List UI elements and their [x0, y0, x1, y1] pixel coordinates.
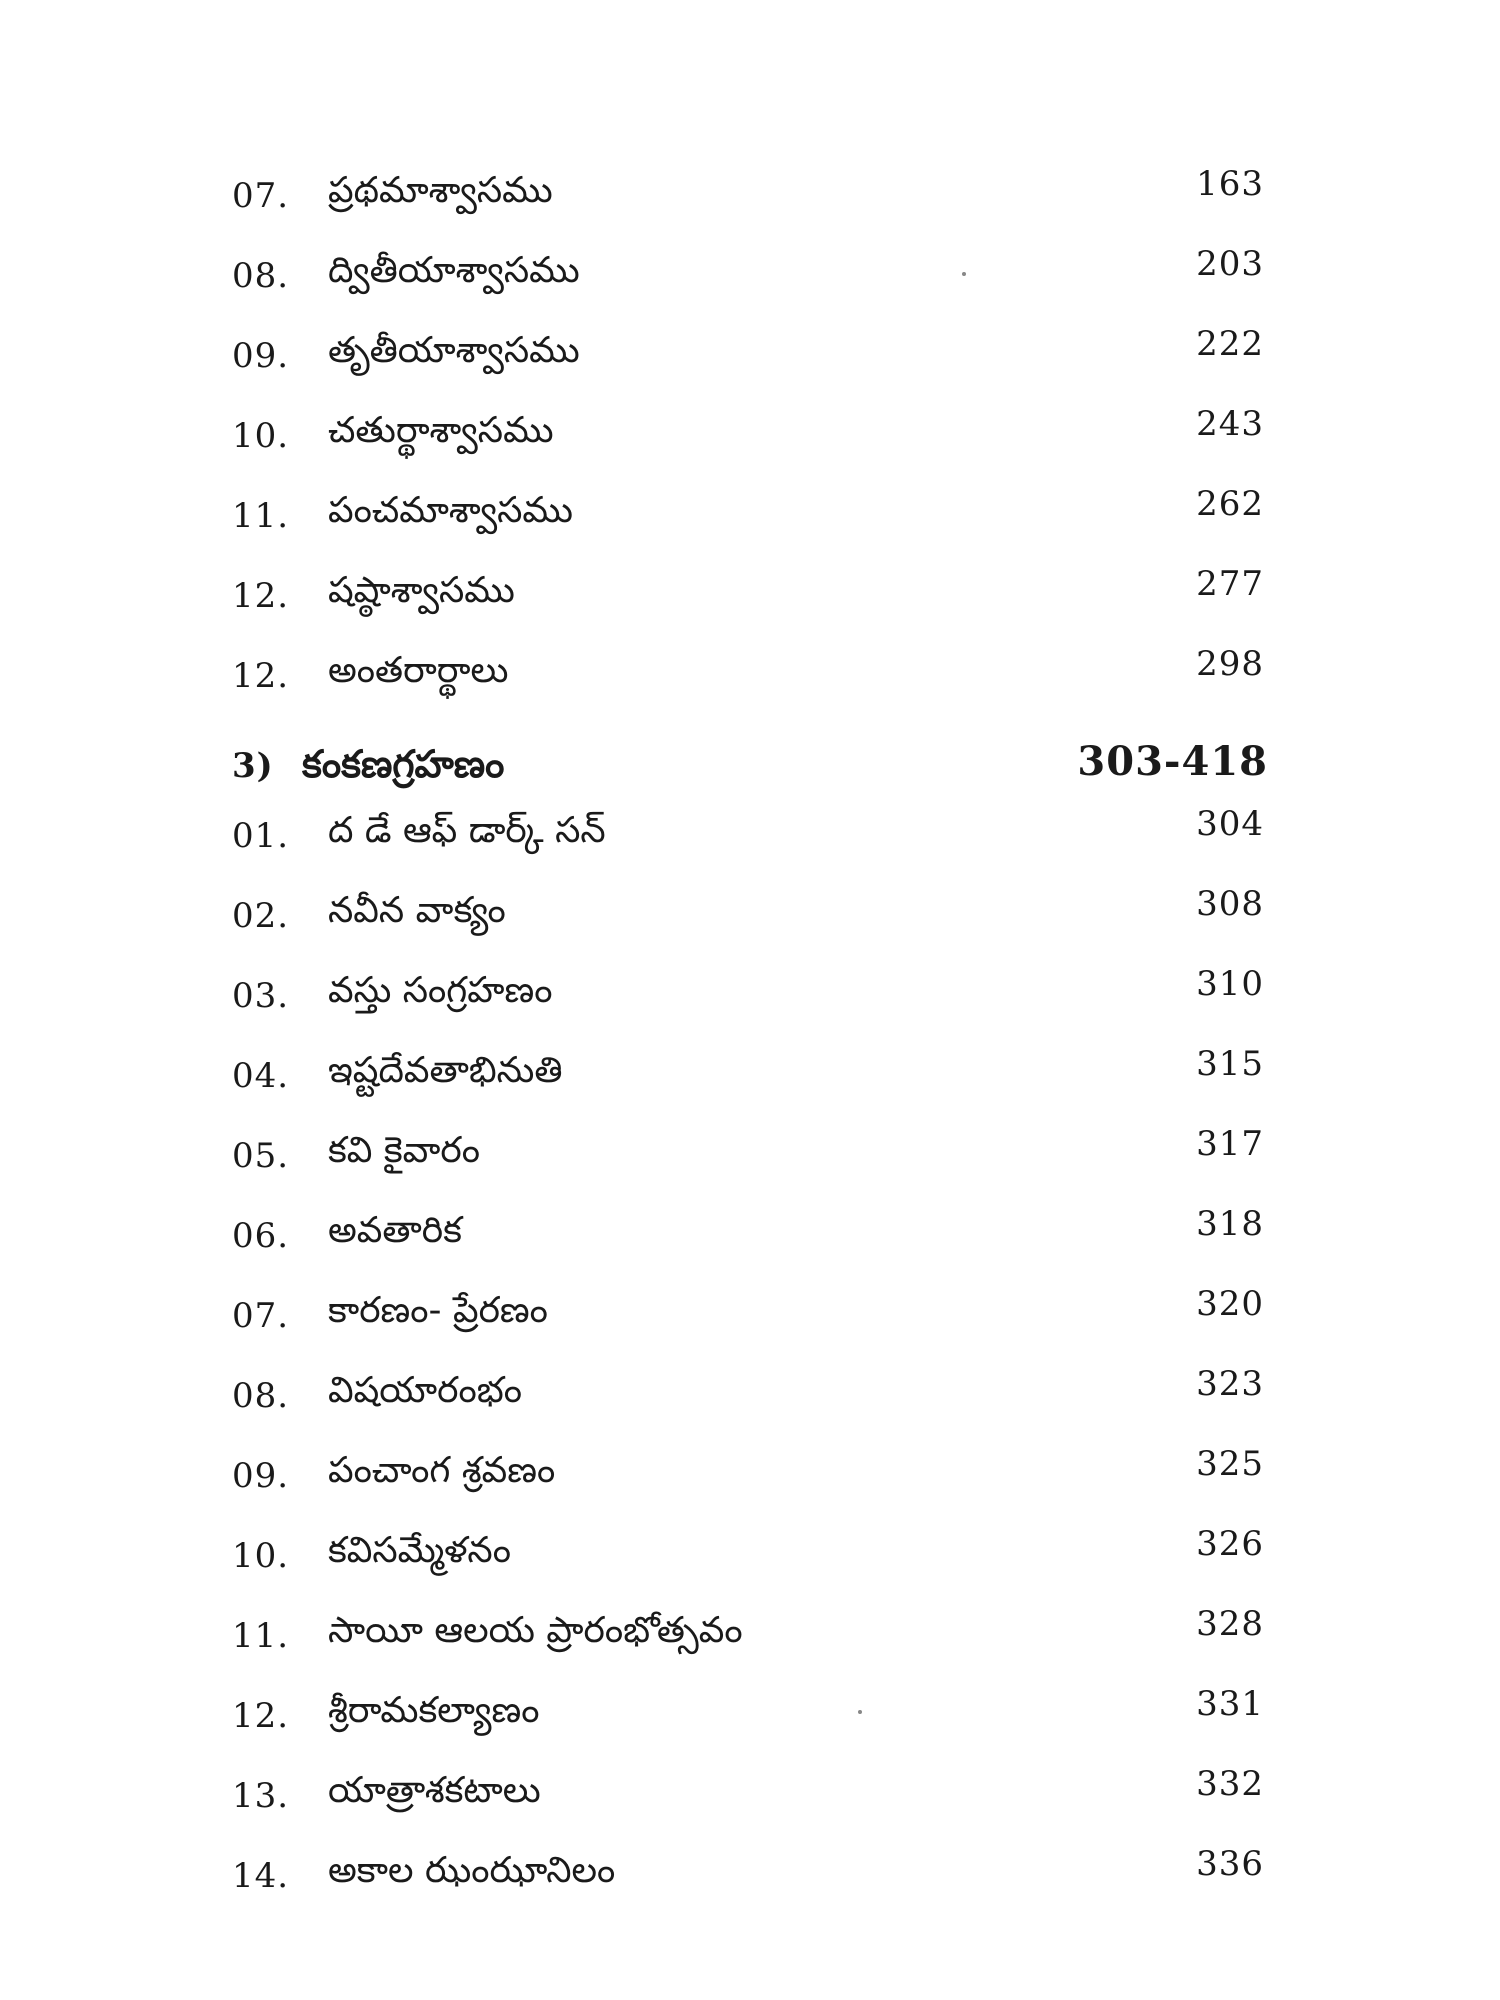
entry-title: ఇష్టదేవతాభినుతి [328, 1050, 563, 1091]
toc-entry [232, 160, 1272, 240]
entry-title: అంతరార్థాలు [328, 650, 509, 691]
entry-number: 09. [232, 336, 290, 376]
table-of-contents [232, 160, 1272, 1920]
entry-number: 12. [232, 1696, 290, 1736]
entry-number: 02. [232, 896, 290, 936]
entry-page: 325 [1196, 1444, 1264, 1484]
entry-title: సాయీ ఆలయ ప్రారంభోత్సవం [328, 1610, 743, 1651]
entry-page: 243 [1196, 404, 1264, 444]
toc-entry [232, 1280, 1272, 1360]
entry-number: 07. [232, 1296, 290, 1336]
entry-title: తృతీయాశ్వాసము [328, 330, 580, 371]
entry-number: 04. [232, 1056, 290, 1096]
entry-title: విషయారంభం [328, 1370, 522, 1411]
entry-title: పంచమాశ్వాసము [328, 490, 573, 531]
toc-entry [232, 1200, 1272, 1280]
entry-page: 304 [1196, 804, 1264, 844]
entry-number: 10. [232, 1536, 290, 1576]
entry-page: 331 [1196, 1684, 1264, 1724]
toc-entry [232, 1360, 1272, 1440]
entry-title: ద్వితీయాశ్వాసము [328, 250, 580, 291]
toc-entry [232, 960, 1272, 1040]
toc-entry [232, 1840, 1272, 1920]
scan-speck [858, 1710, 862, 1714]
entry-number: 14. [232, 1856, 290, 1896]
entry-number: 08. [232, 1376, 290, 1416]
entry-page: 203 [1196, 244, 1264, 284]
entry-number: 05. [232, 1136, 290, 1176]
entry-title: చతుర్థాశ్వాసము [328, 410, 554, 451]
toc-entry [232, 1520, 1272, 1600]
entry-number: 13. [232, 1776, 290, 1816]
entry-title: ప్రథమాశ్వాసము [328, 170, 553, 211]
entry-page: 262 [1196, 484, 1264, 524]
entry-page: 163 [1196, 164, 1264, 204]
entry-number: 10. [232, 416, 290, 456]
entry-title: కవి కైవారం [328, 1130, 480, 1171]
entry-page: 310 [1196, 964, 1264, 1004]
entry-page: 277 [1196, 564, 1264, 604]
entry-page: 317 [1196, 1124, 1264, 1164]
entry-number: 03. [232, 976, 290, 1016]
toc-entry [232, 400, 1272, 480]
toc-entry [232, 1680, 1272, 1760]
toc-entry [232, 240, 1272, 320]
section-title: కంకణగ్రహణం [302, 742, 505, 786]
entry-page: 298 [1196, 644, 1264, 684]
toc-entry [232, 560, 1272, 640]
entry-page: 315 [1196, 1044, 1264, 1084]
entry-number: 07. [232, 176, 290, 216]
scan-speck [962, 272, 966, 276]
entry-title: అకాల ఝంఝానిలం [328, 1850, 616, 1891]
entry-title: అవతారిక [328, 1210, 462, 1251]
section-number: 3) [232, 746, 274, 786]
entry-page: 328 [1196, 1604, 1264, 1644]
entry-page: 326 [1196, 1524, 1264, 1564]
section-page-range: 303-418 [1077, 738, 1268, 785]
entry-page: 320 [1196, 1284, 1264, 1324]
entry-title: యాత్రాశకటాలు [328, 1770, 541, 1811]
entry-title: కారణం- ప్రేరణం [328, 1290, 548, 1331]
toc-entry [232, 1440, 1272, 1520]
entry-page: 318 [1196, 1204, 1264, 1244]
entry-number: 11. [232, 1616, 290, 1656]
entry-title: నవీన వాక్యం [328, 890, 506, 931]
entry-number: 11. [232, 496, 290, 536]
toc-entry [232, 640, 1272, 720]
toc-entry [232, 1120, 1272, 1200]
entry-number: 09. [232, 1456, 290, 1496]
toc-section-heading [232, 720, 1272, 800]
toc-entry [232, 480, 1272, 560]
toc-entry [232, 1600, 1272, 1680]
entry-number: 12. [232, 656, 290, 696]
entry-number: 08. [232, 256, 290, 296]
toc-entry [232, 320, 1272, 400]
entry-title: వస్తు సంగ్రహణం [328, 970, 553, 1011]
entry-title: కవిసమ్మేళనం [328, 1530, 511, 1571]
entry-title: శ్రీరామకల్యాణం [328, 1690, 540, 1731]
toc-entry [232, 1760, 1272, 1840]
entry-title: పంచాంగ శ్రవణం [328, 1450, 556, 1491]
entry-page: 323 [1196, 1364, 1264, 1404]
entry-page: 336 [1196, 1844, 1264, 1884]
toc-entry [232, 880, 1272, 960]
entry-number: 01. [232, 816, 290, 856]
entry-page: 222 [1196, 324, 1264, 364]
entry-title: షష్ఠాశ్వాసము [328, 570, 515, 611]
entry-number: 12. [232, 576, 290, 616]
entry-page: 332 [1196, 1764, 1264, 1804]
entry-title: ద డే ఆఫ్ డార్క్ సన్ [328, 810, 606, 851]
toc-entry [232, 800, 1272, 880]
entry-number: 06. [232, 1216, 290, 1256]
entry-page: 308 [1196, 884, 1264, 924]
toc-entry [232, 1040, 1272, 1120]
